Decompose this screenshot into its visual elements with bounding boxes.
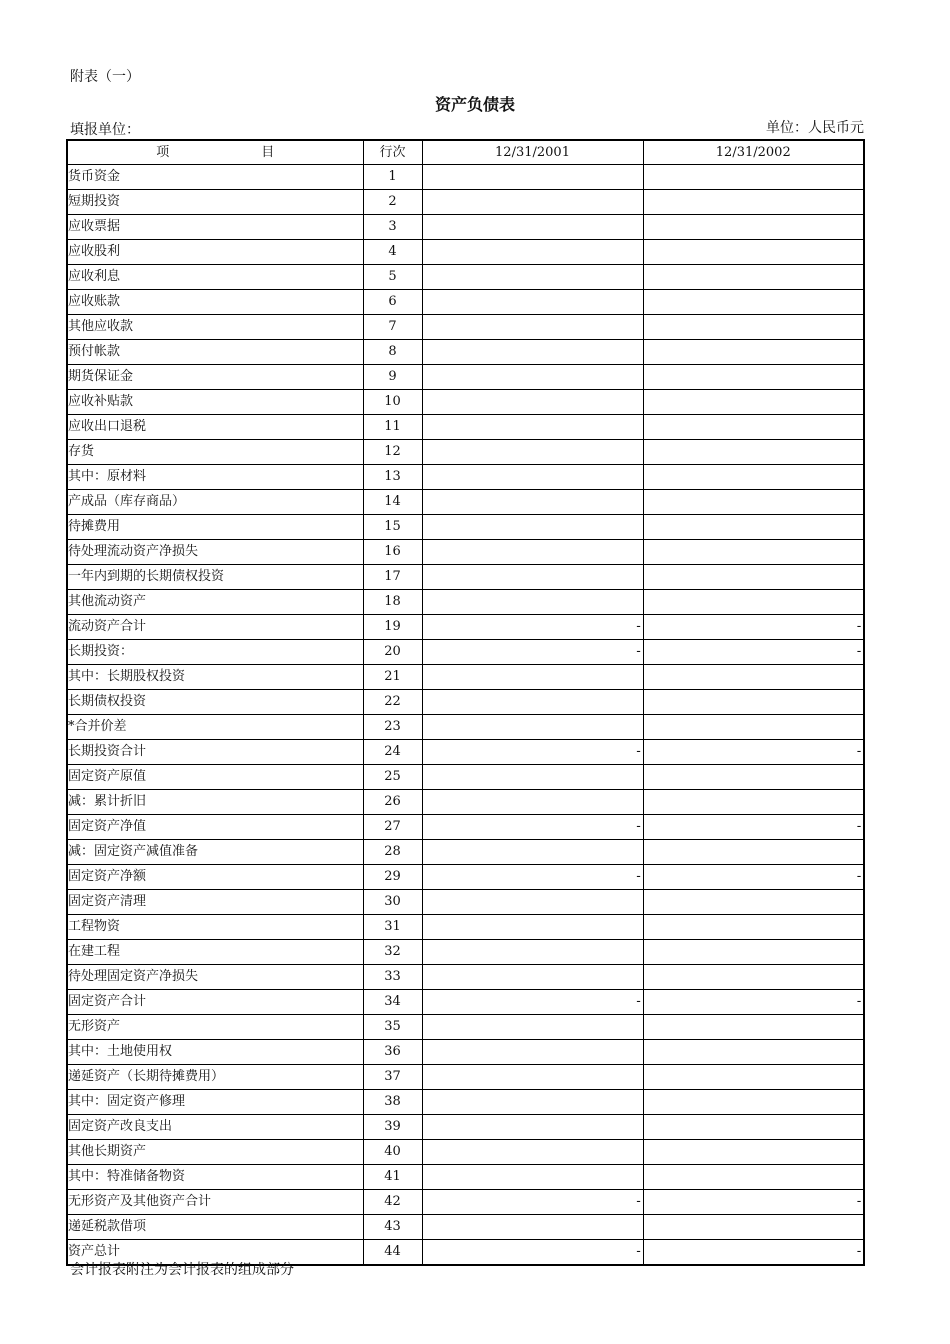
row-item: 待摊费用	[67, 515, 363, 540]
header-col-2001: 12/31/2001	[422, 140, 643, 165]
row-value-2002	[643, 1090, 864, 1115]
row-item: 其中：土地使用权	[67, 1040, 363, 1065]
row-value-2001	[422, 1115, 643, 1140]
row-value-2002	[643, 1015, 864, 1040]
row-line-no: 20	[363, 640, 422, 665]
row-item: 无形资产及其他资产合计	[67, 1190, 363, 1215]
row-value-2001	[422, 790, 643, 815]
footer-note: 会计报表附注为会计报表的组成部分	[70, 1262, 294, 1278]
row-line-no: 27	[363, 815, 422, 840]
row-item: 其他流动资产	[67, 590, 363, 615]
row-line-no: 23	[363, 715, 422, 740]
row-item: 短期投资	[67, 190, 363, 215]
row-item: 固定资产清理	[67, 890, 363, 915]
filler-label: 填报单位：	[70, 122, 140, 138]
row-value-2002: -	[643, 640, 864, 665]
table-row	[67, 515, 864, 540]
row-item: 一年内到期的长期债权投资	[67, 565, 363, 590]
row-item: 固定资产净额	[67, 865, 363, 890]
row-value-2001	[422, 1215, 643, 1240]
row-value-2001	[422, 240, 643, 265]
table-row	[67, 1140, 864, 1165]
row-value-2001	[422, 515, 643, 540]
row-value-2001	[422, 715, 643, 740]
table-row	[67, 590, 864, 615]
table-row	[67, 1215, 864, 1240]
header-item-a: 项	[156, 145, 170, 160]
row-value-2002	[643, 1165, 864, 1190]
row-item: 长期投资合计	[67, 740, 363, 765]
row-item: 应收股利	[67, 240, 363, 265]
row-item: 应收利息	[67, 265, 363, 290]
row-value-2001	[422, 665, 643, 690]
row-line-no: 25	[363, 765, 422, 790]
row-value-2002	[643, 1115, 864, 1140]
row-line-no: 32	[363, 940, 422, 965]
table-row	[67, 990, 864, 1015]
table-row	[67, 890, 864, 915]
row-line-no: 10	[363, 390, 422, 415]
row-value-2001	[422, 490, 643, 515]
row-value-2002	[643, 515, 864, 540]
row-item: 流动资产合计	[67, 615, 363, 640]
row-value-2001	[422, 290, 643, 315]
row-item: 资产总计	[67, 1240, 363, 1266]
row-value-2002: -	[643, 740, 864, 765]
row-value-2001: -	[422, 865, 643, 890]
row-value-2001	[422, 365, 643, 390]
row-line-no: 31	[363, 915, 422, 940]
row-line-no: 8	[363, 340, 422, 365]
table-row	[67, 915, 864, 940]
row-line-no: 15	[363, 515, 422, 540]
header-col-2002: 12/31/2002	[643, 140, 864, 165]
row-line-no: 4	[363, 240, 422, 265]
row-value-2001	[422, 390, 643, 415]
row-item: 固定资产改良支出	[67, 1115, 363, 1140]
row-value-2002	[643, 290, 864, 315]
row-value-2001	[422, 1090, 643, 1115]
row-value-2002: -	[643, 615, 864, 640]
table-row	[67, 315, 864, 340]
row-item: 应收账款	[67, 290, 363, 315]
header-item-b: 目	[261, 145, 275, 160]
row-value-2001	[422, 590, 643, 615]
row-value-2001	[422, 765, 643, 790]
table-row	[67, 1165, 864, 1190]
row-item: 货币资金	[67, 165, 363, 190]
row-line-no: 26	[363, 790, 422, 815]
table-row	[67, 615, 864, 640]
row-value-2002	[643, 890, 864, 915]
row-value-2001	[422, 165, 643, 190]
table-row	[67, 265, 864, 290]
row-value-2002	[643, 165, 864, 190]
row-value-2001: -	[422, 740, 643, 765]
row-item: 其中：固定资产修理	[67, 1090, 363, 1115]
row-value-2002	[643, 715, 864, 740]
row-line-no: 18	[363, 590, 422, 615]
appendix-label: 附表（一）	[70, 69, 140, 85]
row-item: 固定资产原值	[67, 765, 363, 790]
row-value-2002	[643, 1140, 864, 1165]
row-line-no: 2	[363, 190, 422, 215]
row-line-no: 37	[363, 1065, 422, 1090]
row-value-2002	[643, 315, 864, 340]
row-line-no: 6	[363, 290, 422, 315]
table-row	[67, 640, 864, 665]
table-row	[67, 715, 864, 740]
table-row	[67, 865, 864, 890]
table-row	[67, 390, 864, 415]
row-value-2002	[643, 590, 864, 615]
row-line-no: 7	[363, 315, 422, 340]
table-row	[67, 1115, 864, 1140]
table-row	[67, 565, 864, 590]
row-value-2001: -	[422, 1240, 643, 1266]
header-line: 行次	[363, 140, 422, 165]
row-item: 应收补贴款	[67, 390, 363, 415]
table-row	[67, 215, 864, 240]
row-line-no: 44	[363, 1240, 422, 1266]
row-value-2002	[643, 265, 864, 290]
row-line-no: 1	[363, 165, 422, 190]
row-line-no: 42	[363, 1190, 422, 1215]
row-value-2002	[643, 1065, 864, 1090]
row-value-2002	[643, 365, 864, 390]
row-value-2001	[422, 465, 643, 490]
row-value-2002: -	[643, 865, 864, 890]
balance-sheet-table	[66, 139, 865, 1266]
table-row	[67, 240, 864, 265]
row-item: 在建工程	[67, 940, 363, 965]
row-value-2001	[422, 1140, 643, 1165]
row-value-2001	[422, 915, 643, 940]
row-value-2002	[643, 665, 864, 690]
row-item: 其他应收款	[67, 315, 363, 340]
row-value-2001	[422, 315, 643, 340]
row-item: 固定资产合计	[67, 990, 363, 1015]
row-value-2001	[422, 840, 643, 865]
table-row	[67, 1015, 864, 1040]
row-value-2001: -	[422, 640, 643, 665]
table-row	[67, 540, 864, 565]
table-row	[67, 1190, 864, 1215]
table-row	[67, 1040, 864, 1065]
row-line-no: 13	[363, 465, 422, 490]
table-header-row	[67, 140, 864, 165]
row-value-2002	[643, 1215, 864, 1240]
row-item: 待处理流动资产净损失	[67, 540, 363, 565]
row-value-2002	[643, 565, 864, 590]
table-row	[67, 165, 864, 190]
row-line-no: 9	[363, 365, 422, 390]
table-row	[67, 690, 864, 715]
row-value-2001: -	[422, 815, 643, 840]
row-value-2002	[643, 690, 864, 715]
row-value-2002	[643, 965, 864, 990]
row-line-no: 19	[363, 615, 422, 640]
table-row	[67, 190, 864, 215]
table-row	[67, 665, 864, 690]
row-item: 递延税款借项	[67, 1215, 363, 1240]
row-line-no: 3	[363, 215, 422, 240]
row-item: 其中：原材料	[67, 465, 363, 490]
table-row	[67, 765, 864, 790]
header-item	[67, 140, 363, 165]
row-line-no: 33	[363, 965, 422, 990]
row-line-no: 30	[363, 890, 422, 915]
row-item: 减：固定资产减值准备	[67, 840, 363, 865]
row-value-2002	[643, 1040, 864, 1065]
row-item: 待处理固定资产净损失	[67, 965, 363, 990]
row-value-2002	[643, 940, 864, 965]
row-line-no: 28	[363, 840, 422, 865]
row-value-2001	[422, 1165, 643, 1190]
table-row	[67, 790, 864, 815]
row-line-no: 17	[363, 565, 422, 590]
row-value-2002	[643, 190, 864, 215]
row-line-no: 22	[363, 690, 422, 715]
table-row	[67, 415, 864, 440]
row-line-no: 21	[363, 665, 422, 690]
row-value-2001: -	[422, 615, 643, 640]
row-item: 工程物资	[67, 915, 363, 940]
table-row	[67, 940, 864, 965]
row-value-2002	[643, 840, 864, 865]
row-value-2002: -	[643, 1240, 864, 1266]
row-item: 长期债权投资	[67, 690, 363, 715]
row-value-2001	[422, 540, 643, 565]
row-item: 存货	[67, 440, 363, 465]
row-value-2002	[643, 215, 864, 240]
row-line-no: 11	[363, 415, 422, 440]
table-row	[67, 965, 864, 990]
row-item: 其他长期资产	[67, 1140, 363, 1165]
row-line-no: 39	[363, 1115, 422, 1140]
row-value-2001: -	[422, 1190, 643, 1215]
row-value-2002	[643, 340, 864, 365]
row-value-2001	[422, 1040, 643, 1065]
row-value-2001	[422, 1065, 643, 1090]
row-item: 减：累计折旧	[67, 790, 363, 815]
row-item: 预付帐款	[67, 340, 363, 365]
row-value-2002	[643, 240, 864, 265]
table-row	[67, 290, 864, 315]
page-title: 资产负债表	[434, 95, 515, 114]
row-value-2001	[422, 215, 643, 240]
row-value-2001	[422, 940, 643, 965]
row-value-2001	[422, 690, 643, 715]
row-line-no: 24	[363, 740, 422, 765]
row-value-2002	[643, 915, 864, 940]
row-item: 固定资产净值	[67, 815, 363, 840]
row-value-2002: -	[643, 990, 864, 1015]
row-line-no: 34	[363, 990, 422, 1015]
row-value-2001: -	[422, 990, 643, 1015]
row-value-2002	[643, 465, 864, 490]
row-line-no: 35	[363, 1015, 422, 1040]
row-item: 长期投资：	[67, 640, 363, 665]
row-value-2002	[643, 790, 864, 815]
row-value-2001	[422, 890, 643, 915]
row-item: *合并价差	[67, 715, 363, 740]
row-item: 应收票据	[67, 215, 363, 240]
row-line-no: 16	[363, 540, 422, 565]
row-value-2002	[643, 390, 864, 415]
row-item: 应收出口退税	[67, 415, 363, 440]
row-value-2001	[422, 415, 643, 440]
row-line-no: 12	[363, 440, 422, 465]
table-row	[67, 840, 864, 865]
row-value-2001	[422, 265, 643, 290]
row-value-2001	[422, 440, 643, 465]
row-value-2002	[643, 540, 864, 565]
row-value-2002	[643, 490, 864, 515]
row-line-no: 43	[363, 1215, 422, 1240]
row-line-no: 14	[363, 490, 422, 515]
row-value-2001	[422, 1015, 643, 1040]
table-row	[67, 815, 864, 840]
row-value-2002: -	[643, 1190, 864, 1215]
row-line-no: 41	[363, 1165, 422, 1190]
row-value-2002	[643, 440, 864, 465]
row-item: 产成品（库存商品）	[67, 490, 363, 515]
row-item: 期货保证金	[67, 365, 363, 390]
row-line-no: 36	[363, 1040, 422, 1065]
row-value-2002: -	[643, 815, 864, 840]
table-row	[67, 740, 864, 765]
row-item: 递延资产（长期待摊费用）	[67, 1065, 363, 1090]
table-row	[67, 440, 864, 465]
currency-label: 单位：人民币元	[766, 120, 864, 136]
table-row	[67, 1065, 864, 1090]
row-value-2001	[422, 190, 643, 215]
row-value-2001	[422, 565, 643, 590]
row-line-no: 38	[363, 1090, 422, 1115]
table-row	[67, 365, 864, 390]
row-value-2002	[643, 765, 864, 790]
row-item: 其中：特准储备物资	[67, 1165, 363, 1190]
row-item: 其中：长期股权投资	[67, 665, 363, 690]
table-row	[67, 465, 864, 490]
row-line-no: 5	[363, 265, 422, 290]
row-item: 无形资产	[67, 1015, 363, 1040]
row-value-2001	[422, 340, 643, 365]
table-row	[67, 1090, 864, 1115]
row-value-2002	[643, 415, 864, 440]
row-value-2001	[422, 965, 643, 990]
row-line-no: 40	[363, 1140, 422, 1165]
row-line-no: 29	[363, 865, 422, 890]
table-row	[67, 490, 864, 515]
table-row	[67, 340, 864, 365]
